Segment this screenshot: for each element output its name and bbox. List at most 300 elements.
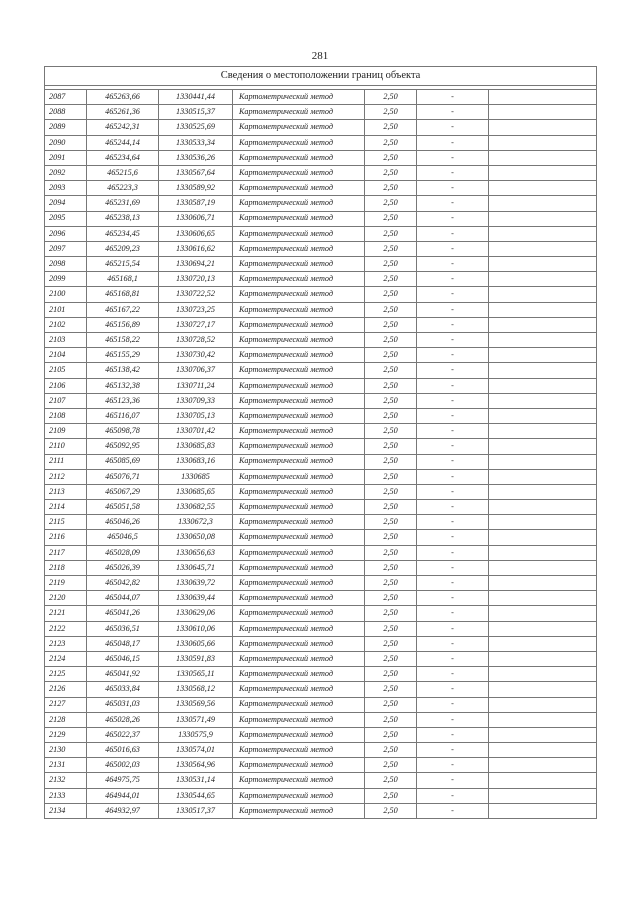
point-number-cell: 2088: [45, 105, 87, 120]
x-coordinate-cell: 465033,84: [87, 682, 159, 697]
empty-cell: [489, 287, 597, 302]
y-coordinate-cell: 1330606,65: [159, 226, 233, 241]
accuracy-cell: 2,50: [365, 272, 417, 287]
accuracy-cell: 2,50: [365, 105, 417, 120]
description-cell: -: [417, 667, 489, 682]
empty-cell: [489, 712, 597, 727]
table-row: [45, 545, 597, 560]
y-coordinate-cell: 1330722,52: [159, 287, 233, 302]
description-cell: -: [417, 788, 489, 803]
table-row: [45, 758, 597, 773]
point-number-cell: 2092: [45, 165, 87, 180]
accuracy-cell: 2,50: [365, 530, 417, 545]
method-cell: Картометрический метод: [233, 667, 365, 682]
table-row: [45, 165, 597, 180]
x-coordinate-cell: 465076,71: [87, 469, 159, 484]
description-cell: -: [417, 287, 489, 302]
table-row: [45, 90, 597, 105]
y-coordinate-cell: 1330723,25: [159, 302, 233, 317]
x-coordinate-cell: 465092,95: [87, 439, 159, 454]
point-number-cell: 2096: [45, 226, 87, 241]
method-cell: Картометрический метод: [233, 560, 365, 575]
description-cell: -: [417, 758, 489, 773]
description-cell: -: [417, 333, 489, 348]
point-number-cell: 2090: [45, 135, 87, 150]
y-coordinate-cell: 1330568,12: [159, 682, 233, 697]
description-cell: -: [417, 545, 489, 560]
empty-cell: [489, 241, 597, 256]
table-row: [45, 682, 597, 697]
method-cell: Картометрический метод: [233, 697, 365, 712]
description-cell: -: [417, 636, 489, 651]
x-coordinate-cell: 465231,69: [87, 196, 159, 211]
description-cell: -: [417, 743, 489, 758]
y-coordinate-cell: 1330672,3: [159, 515, 233, 530]
empty-cell: [489, 378, 597, 393]
y-coordinate-cell: 1330685,65: [159, 484, 233, 499]
method-cell: Картометрический метод: [233, 317, 365, 332]
accuracy-cell: 2,50: [365, 378, 417, 393]
y-coordinate-cell: 1330536,26: [159, 150, 233, 165]
description-cell: -: [417, 241, 489, 256]
method-cell: Картометрический метод: [233, 333, 365, 348]
empty-cell: [489, 302, 597, 317]
empty-cell: [489, 727, 597, 742]
y-coordinate-cell: 1330656,63: [159, 545, 233, 560]
x-coordinate-cell: 465234,45: [87, 226, 159, 241]
x-coordinate-cell: 465215,54: [87, 257, 159, 272]
y-coordinate-cell: 1330441,44: [159, 90, 233, 105]
method-cell: Картометрический метод: [233, 90, 365, 105]
y-coordinate-cell: 1330706,37: [159, 363, 233, 378]
description-cell: -: [417, 211, 489, 226]
y-coordinate-cell: 1330730,42: [159, 348, 233, 363]
method-cell: Картометрический метод: [233, 363, 365, 378]
y-coordinate-cell: 1330682,55: [159, 500, 233, 515]
point-number-cell: 2113: [45, 484, 87, 499]
table-row: [45, 469, 597, 484]
table-row: [45, 105, 597, 120]
y-coordinate-cell: 1330564,96: [159, 758, 233, 773]
x-coordinate-cell: 465223,3: [87, 181, 159, 196]
y-coordinate-cell: 1330589,92: [159, 181, 233, 196]
method-cell: Картометрический метод: [233, 196, 365, 211]
y-coordinate-cell: 1330685: [159, 469, 233, 484]
point-number-cell: 2105: [45, 363, 87, 378]
x-coordinate-cell: 465242,31: [87, 120, 159, 135]
table-row: [45, 454, 597, 469]
table-row: [45, 621, 597, 636]
description-cell: -: [417, 302, 489, 317]
x-coordinate-cell: 465158,22: [87, 333, 159, 348]
empty-cell: [489, 181, 597, 196]
table-row: [45, 226, 597, 241]
description-cell: -: [417, 651, 489, 666]
accuracy-cell: 2,50: [365, 484, 417, 499]
description-cell: -: [417, 272, 489, 287]
point-number-cell: 2125: [45, 667, 87, 682]
accuracy-cell: 2,50: [365, 363, 417, 378]
table-row: [45, 211, 597, 226]
method-cell: Картометрический метод: [233, 408, 365, 423]
y-coordinate-cell: 1330569,56: [159, 697, 233, 712]
point-number-cell: 2103: [45, 333, 87, 348]
description-cell: -: [417, 530, 489, 545]
point-number-cell: 2089: [45, 120, 87, 135]
empty-cell: [489, 773, 597, 788]
x-coordinate-cell: 465051,58: [87, 500, 159, 515]
y-coordinate-cell: 1330567,64: [159, 165, 233, 180]
description-cell: -: [417, 105, 489, 120]
description-cell: -: [417, 439, 489, 454]
method-cell: Картометрический метод: [233, 606, 365, 621]
method-cell: Картометрический метод: [233, 120, 365, 135]
y-coordinate-cell: 1330694,21: [159, 257, 233, 272]
description-cell: -: [417, 576, 489, 591]
x-coordinate-cell: 465026,39: [87, 560, 159, 575]
x-coordinate-cell: 464932,97: [87, 803, 159, 818]
method-cell: Картометрический метод: [233, 348, 365, 363]
y-coordinate-cell: 1330610,06: [159, 621, 233, 636]
method-cell: Картометрический метод: [233, 484, 365, 499]
y-coordinate-cell: 1330727,17: [159, 317, 233, 332]
x-coordinate-cell: 464975,75: [87, 773, 159, 788]
table-row: [45, 241, 597, 256]
table-row: [45, 697, 597, 712]
point-number-cell: 2101: [45, 302, 87, 317]
accuracy-cell: 2,50: [365, 211, 417, 226]
method-cell: Картометрический метод: [233, 241, 365, 256]
accuracy-cell: 2,50: [365, 682, 417, 697]
description-cell: -: [417, 773, 489, 788]
y-coordinate-cell: 1330533,34: [159, 135, 233, 150]
point-number-cell: 2112: [45, 469, 87, 484]
description-cell: -: [417, 591, 489, 606]
accuracy-cell: 2,50: [365, 287, 417, 302]
empty-cell: [489, 226, 597, 241]
table-row: [45, 302, 597, 317]
empty-cell: [489, 500, 597, 515]
y-coordinate-cell: 1330606,71: [159, 211, 233, 226]
accuracy-cell: 2,50: [365, 743, 417, 758]
empty-cell: [489, 606, 597, 621]
method-cell: Картометрический метод: [233, 287, 365, 302]
x-coordinate-cell: 465042,82: [87, 576, 159, 591]
method-cell: Картометрический метод: [233, 302, 365, 317]
method-cell: Картометрический метод: [233, 469, 365, 484]
table-row: [45, 135, 597, 150]
point-number-cell: 2134: [45, 803, 87, 818]
accuracy-cell: 2,50: [365, 560, 417, 575]
point-number-cell: 2127: [45, 697, 87, 712]
point-number-cell: 2087: [45, 90, 87, 105]
table-row: [45, 150, 597, 165]
point-number-cell: 2114: [45, 500, 87, 515]
table-row: [45, 788, 597, 803]
empty-cell: [489, 697, 597, 712]
empty-cell: [489, 211, 597, 226]
point-number-cell: 2116: [45, 530, 87, 545]
table-row: [45, 348, 597, 363]
empty-cell: [489, 576, 597, 591]
accuracy-cell: 2,50: [365, 196, 417, 211]
empty-cell: [489, 484, 597, 499]
description-cell: -: [417, 393, 489, 408]
table-title: Сведения о местоположении границ объекта: [45, 67, 597, 86]
table-row: [45, 530, 597, 545]
description-cell: -: [417, 712, 489, 727]
point-number-cell: 2107: [45, 393, 87, 408]
accuracy-cell: 2,50: [365, 348, 417, 363]
point-number-cell: 2123: [45, 636, 87, 651]
accuracy-cell: 2,50: [365, 621, 417, 636]
empty-cell: [489, 105, 597, 120]
description-cell: -: [417, 181, 489, 196]
accuracy-cell: 2,50: [365, 150, 417, 165]
x-coordinate-cell: 465116,07: [87, 408, 159, 423]
empty-cell: [489, 788, 597, 803]
y-coordinate-cell: 1330565,11: [159, 667, 233, 682]
y-coordinate-cell: 1330629,06: [159, 606, 233, 621]
boundary-coordinates-table: [44, 66, 597, 819]
table-row: [45, 576, 597, 591]
method-cell: Картометрический метод: [233, 636, 365, 651]
point-number-cell: 2126: [45, 682, 87, 697]
description-cell: -: [417, 484, 489, 499]
accuracy-cell: 2,50: [365, 393, 417, 408]
y-coordinate-cell: 1330616,62: [159, 241, 233, 256]
x-coordinate-cell: 465046,5: [87, 530, 159, 545]
accuracy-cell: 2,50: [365, 454, 417, 469]
accuracy-cell: 2,50: [365, 545, 417, 560]
empty-cell: [489, 196, 597, 211]
accuracy-cell: 2,50: [365, 636, 417, 651]
y-coordinate-cell: 1330515,37: [159, 105, 233, 120]
accuracy-cell: 2,50: [365, 241, 417, 256]
y-coordinate-cell: 1330591,83: [159, 651, 233, 666]
method-cell: Картометрический метод: [233, 272, 365, 287]
empty-cell: [489, 591, 597, 606]
y-coordinate-cell: 1330517,37: [159, 803, 233, 818]
method-cell: Картометрический метод: [233, 226, 365, 241]
empty-cell: [489, 636, 597, 651]
accuracy-cell: 2,50: [365, 302, 417, 317]
accuracy-cell: 2,50: [365, 135, 417, 150]
description-cell: -: [417, 560, 489, 575]
accuracy-cell: 2,50: [365, 788, 417, 803]
point-number-cell: 2110: [45, 439, 87, 454]
description-cell: -: [417, 348, 489, 363]
y-coordinate-cell: 1330587,19: [159, 196, 233, 211]
description-cell: -: [417, 363, 489, 378]
y-coordinate-cell: 1330685,83: [159, 439, 233, 454]
empty-cell: [489, 317, 597, 332]
method-cell: Картометрический метод: [233, 773, 365, 788]
point-number-cell: 2133: [45, 788, 87, 803]
accuracy-cell: 2,50: [365, 408, 417, 423]
y-coordinate-cell: 1330544,65: [159, 788, 233, 803]
description-cell: -: [417, 500, 489, 515]
empty-cell: [489, 803, 597, 818]
accuracy-cell: 2,50: [365, 165, 417, 180]
accuracy-cell: 2,50: [365, 773, 417, 788]
empty-cell: [489, 682, 597, 697]
table-row: [45, 272, 597, 287]
table-row: [45, 424, 597, 439]
empty-cell: [489, 545, 597, 560]
table-row: [45, 287, 597, 302]
method-cell: Картометрический метод: [233, 727, 365, 742]
empty-cell: [489, 135, 597, 150]
table-row: [45, 560, 597, 575]
method-cell: Картометрический метод: [233, 393, 365, 408]
description-cell: -: [417, 621, 489, 636]
table-row: [45, 378, 597, 393]
description-cell: -: [417, 378, 489, 393]
y-coordinate-cell: 1330575,9: [159, 727, 233, 742]
x-coordinate-cell: 465209,23: [87, 241, 159, 256]
table-row: [45, 591, 597, 606]
table-row: [45, 317, 597, 332]
point-number-cell: 2099: [45, 272, 87, 287]
description-cell: -: [417, 90, 489, 105]
method-cell: Картометрический метод: [233, 378, 365, 393]
x-coordinate-cell: 465098,78: [87, 424, 159, 439]
x-coordinate-cell: 465044,07: [87, 591, 159, 606]
table-row: [45, 408, 597, 423]
description-cell: -: [417, 454, 489, 469]
accuracy-cell: 2,50: [365, 439, 417, 454]
method-cell: Картометрический метод: [233, 105, 365, 120]
description-cell: -: [417, 803, 489, 818]
method-cell: Картометрический метод: [233, 165, 365, 180]
y-coordinate-cell: 1330650,08: [159, 530, 233, 545]
y-coordinate-cell: 1330639,44: [159, 591, 233, 606]
point-number-cell: 2120: [45, 591, 87, 606]
empty-cell: [489, 272, 597, 287]
point-number-cell: 2130: [45, 743, 87, 758]
y-coordinate-cell: 1330711,24: [159, 378, 233, 393]
table-row: [45, 393, 597, 408]
accuracy-cell: 2,50: [365, 712, 417, 727]
table-row: [45, 803, 597, 818]
accuracy-cell: 2,50: [365, 727, 417, 742]
method-cell: Картометрический метод: [233, 788, 365, 803]
empty-cell: [489, 363, 597, 378]
method-cell: Картометрический метод: [233, 682, 365, 697]
accuracy-cell: 2,50: [365, 90, 417, 105]
accuracy-cell: 2,50: [365, 257, 417, 272]
x-coordinate-cell: 465067,29: [87, 484, 159, 499]
table-row: [45, 181, 597, 196]
table-row: [45, 120, 597, 135]
y-coordinate-cell: 1330574,01: [159, 743, 233, 758]
y-coordinate-cell: 1330683,16: [159, 454, 233, 469]
table-row: [45, 773, 597, 788]
empty-cell: [489, 469, 597, 484]
y-coordinate-cell: 1330701,42: [159, 424, 233, 439]
table-row: [45, 439, 597, 454]
method-cell: Картометрический метод: [233, 454, 365, 469]
point-number-cell: 2111: [45, 454, 87, 469]
x-coordinate-cell: 465085,69: [87, 454, 159, 469]
empty-cell: [489, 424, 597, 439]
method-cell: Картометрический метод: [233, 500, 365, 515]
point-number-cell: 2108: [45, 408, 87, 423]
description-cell: -: [417, 226, 489, 241]
y-coordinate-cell: 1330709,33: [159, 393, 233, 408]
point-number-cell: 2115: [45, 515, 87, 530]
empty-cell: [489, 530, 597, 545]
x-coordinate-cell: 465167,22: [87, 302, 159, 317]
method-cell: Картометрический метод: [233, 439, 365, 454]
description-cell: -: [417, 727, 489, 742]
x-coordinate-cell: 465263,66: [87, 90, 159, 105]
accuracy-cell: 2,50: [365, 500, 417, 515]
method-cell: Картометрический метод: [233, 651, 365, 666]
method-cell: Картометрический метод: [233, 515, 365, 530]
x-coordinate-cell: 465028,09: [87, 545, 159, 560]
y-coordinate-cell: 1330720,13: [159, 272, 233, 287]
description-cell: -: [417, 120, 489, 135]
empty-cell: [489, 454, 597, 469]
y-coordinate-cell: 1330639,72: [159, 576, 233, 591]
method-cell: Картометрический метод: [233, 530, 365, 545]
x-coordinate-cell: 465244,14: [87, 135, 159, 150]
x-coordinate-cell: 465048,17: [87, 636, 159, 651]
x-coordinate-cell: 465156,89: [87, 317, 159, 332]
accuracy-cell: 2,50: [365, 803, 417, 818]
empty-cell: [489, 758, 597, 773]
description-cell: -: [417, 469, 489, 484]
description-cell: -: [417, 424, 489, 439]
accuracy-cell: 2,50: [365, 591, 417, 606]
description-cell: -: [417, 408, 489, 423]
point-number-cell: 2097: [45, 241, 87, 256]
description-cell: -: [417, 515, 489, 530]
empty-cell: [489, 743, 597, 758]
table-row: [45, 636, 597, 651]
y-coordinate-cell: 1330705,13: [159, 408, 233, 423]
table-row: [45, 484, 597, 499]
x-coordinate-cell: 465031,03: [87, 697, 159, 712]
description-cell: -: [417, 165, 489, 180]
description-cell: -: [417, 606, 489, 621]
x-coordinate-cell: 465123,36: [87, 393, 159, 408]
point-number-cell: 2128: [45, 712, 87, 727]
table-row: [45, 606, 597, 621]
table-row: [45, 743, 597, 758]
point-number-cell: 2124: [45, 651, 87, 666]
x-coordinate-cell: 465028,26: [87, 712, 159, 727]
x-coordinate-cell: 465022,37: [87, 727, 159, 742]
point-number-cell: 2091: [45, 150, 87, 165]
empty-cell: [489, 333, 597, 348]
table-title-row: [45, 67, 597, 86]
point-number-cell: 2131: [45, 758, 87, 773]
empty-cell: [489, 408, 597, 423]
empty-cell: [489, 165, 597, 180]
page-number: 281: [311, 50, 329, 62]
y-coordinate-cell: 1330605,66: [159, 636, 233, 651]
x-coordinate-cell: 465238,13: [87, 211, 159, 226]
x-coordinate-cell: 465132,38: [87, 378, 159, 393]
method-cell: Картометрический метод: [233, 211, 365, 226]
x-coordinate-cell: 465046,15: [87, 651, 159, 666]
table-row: [45, 712, 597, 727]
x-coordinate-cell: 465261,36: [87, 105, 159, 120]
point-number-cell: 2093: [45, 181, 87, 196]
